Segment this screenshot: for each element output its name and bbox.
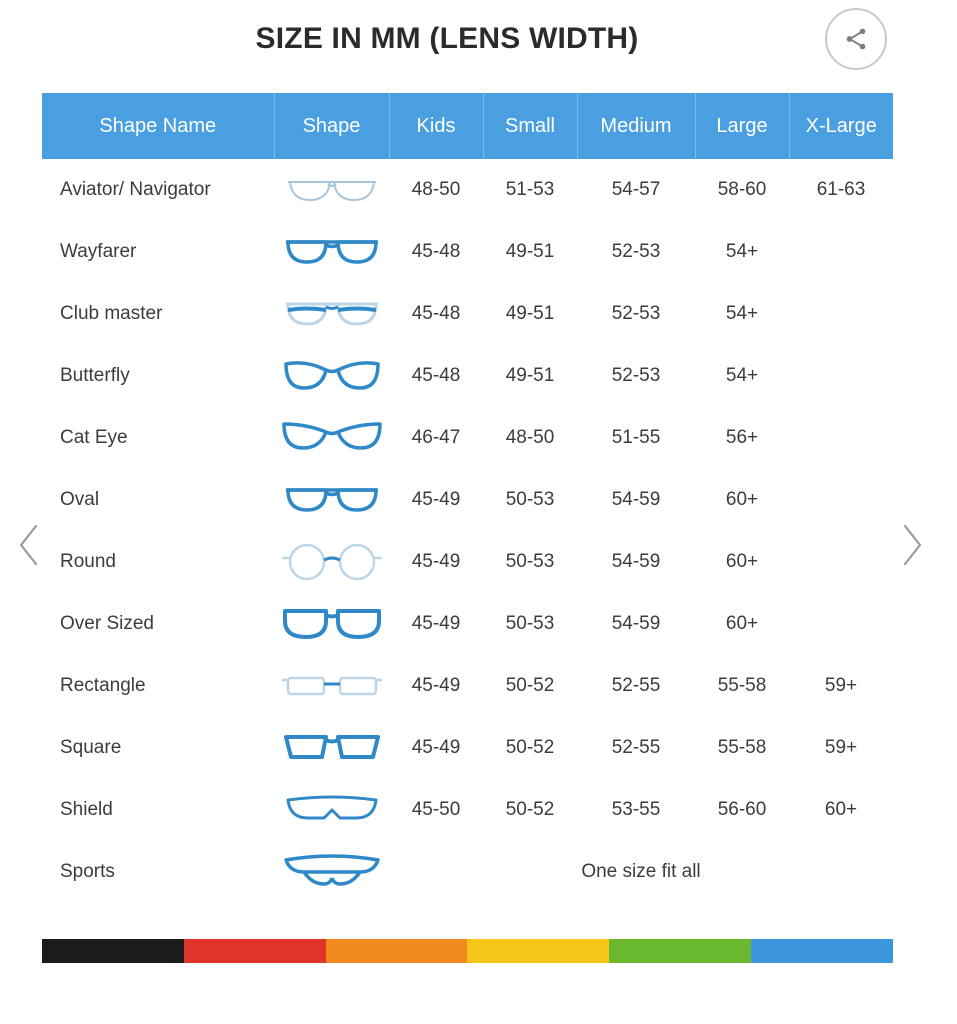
page-title: SIZE IN MM (LENS WIDTH) — [255, 22, 639, 55]
cell-medium: 52-55 — [577, 717, 695, 779]
table-row — [42, 841, 893, 903]
cell-kids: 45-48 — [389, 345, 483, 407]
color-swatch-blue — [751, 939, 893, 963]
table-row — [42, 345, 893, 407]
cell-large: 60+ — [695, 469, 789, 531]
cell-xlarge — [789, 531, 893, 593]
clubmaster-glasses-icon — [274, 286, 389, 342]
cell-shape-glyph — [274, 593, 389, 655]
wayfarer-glasses-icon — [274, 224, 389, 280]
cell-medium: 52-53 — [577, 221, 695, 283]
sports-glasses-icon — [274, 844, 389, 900]
cell-large: 54+ — [695, 283, 789, 345]
cell-shape-name: Aviator/ Navigator — [42, 159, 274, 221]
cell-small: 50-53 — [483, 593, 577, 655]
cell-kids: 48-50 — [389, 159, 483, 221]
cell-xlarge — [789, 345, 893, 407]
cell-small: 50-53 — [483, 531, 577, 593]
cell-shape-name: Over Sized — [42, 593, 274, 655]
round-glasses-icon — [274, 534, 389, 590]
cell-medium: 52-53 — [577, 345, 695, 407]
column-header-small: Small — [483, 93, 577, 159]
cell-small: 48-50 — [483, 407, 577, 469]
aviator-glasses-icon — [274, 162, 389, 218]
butterfly-glasses-icon — [274, 348, 389, 404]
color-swatch-orange — [326, 939, 468, 963]
cell-small: 50-52 — [483, 779, 577, 841]
table-row — [42, 593, 893, 655]
size-table — [42, 93, 893, 903]
oversized-glasses-icon — [274, 596, 389, 652]
cell-small: 50-52 — [483, 717, 577, 779]
cell-shape-glyph — [274, 221, 389, 283]
table-row — [42, 717, 893, 779]
cell-shape-name: Square — [42, 717, 274, 779]
size-table-wrapper — [42, 93, 893, 903]
table-header — [42, 93, 893, 159]
header-row — [42, 93, 893, 159]
cell-shape-glyph — [274, 655, 389, 717]
cell-medium: 54-59 — [577, 531, 695, 593]
cell-large: 54+ — [695, 221, 789, 283]
cell-small: 51-53 — [483, 159, 577, 221]
cell-shape-name: Sports — [42, 841, 274, 903]
prev-arrow-button[interactable] — [16, 522, 46, 568]
cateye-glasses-icon — [274, 410, 389, 466]
cell-kids: 45-49 — [389, 593, 483, 655]
cell-xlarge: 59+ — [789, 717, 893, 779]
right-margin — [894, 0, 957, 1024]
cell-shape-name: Rectangle — [42, 655, 274, 717]
cell-xlarge — [789, 593, 893, 655]
next-arrow-button[interactable] — [899, 522, 929, 568]
table-row — [42, 531, 893, 593]
cell-medium: 53-55 — [577, 779, 695, 841]
cell-medium: 54-59 — [577, 593, 695, 655]
cell-xlarge — [789, 221, 893, 283]
cell-shape-name: Oval — [42, 469, 274, 531]
color-swatch-red — [184, 939, 326, 963]
chevron-right-icon — [899, 522, 929, 568]
cell-medium: 54-57 — [577, 159, 695, 221]
column-header-xlarge: X-Large — [789, 93, 893, 159]
cell-large: 55-58 — [695, 717, 789, 779]
column-header-kids: Kids — [389, 93, 483, 159]
cell-xlarge: 61-63 — [789, 159, 893, 221]
cell-shape-name: Round — [42, 531, 274, 593]
cell-kids: 45-48 — [389, 283, 483, 345]
cell-small: 49-51 — [483, 221, 577, 283]
cell-large: 56-60 — [695, 779, 789, 841]
cell-large: 56+ — [695, 407, 789, 469]
cell-shape-glyph — [274, 779, 389, 841]
cell-xlarge — [789, 407, 893, 469]
table-row — [42, 221, 893, 283]
cell-large: 60+ — [695, 531, 789, 593]
rectangle-glasses-icon — [274, 658, 389, 714]
table-row — [42, 407, 893, 469]
cell-kids: 45-49 — [389, 655, 483, 717]
table-row — [42, 469, 893, 531]
chevron-left-icon — [16, 522, 46, 568]
cell-shape-glyph — [274, 407, 389, 469]
cell-shape-name: Butterfly — [42, 345, 274, 407]
column-header-medium: Medium — [577, 93, 695, 159]
cell-shape-glyph — [274, 345, 389, 407]
cell-large: 60+ — [695, 593, 789, 655]
cell-xlarge: 60+ — [789, 779, 893, 841]
cell-kids: 45-48 — [389, 221, 483, 283]
cell-large: 58-60 — [695, 159, 789, 221]
cell-shape-glyph — [274, 717, 389, 779]
color-swatch-green — [609, 939, 751, 963]
column-header-shape-name: Shape Name — [42, 93, 274, 159]
cell-one-size-note: One size fit all — [389, 841, 893, 903]
cell-kids: 46-47 — [389, 407, 483, 469]
color-swatch-yellow — [467, 939, 609, 963]
color-swatch-black — [42, 939, 184, 963]
cell-shape-name: Shield — [42, 779, 274, 841]
cell-xlarge — [789, 283, 893, 345]
table-row — [42, 779, 893, 841]
cell-xlarge — [789, 469, 893, 531]
cell-shape-glyph — [274, 283, 389, 345]
color-bar — [42, 939, 893, 963]
cell-shape-name: Wayfarer — [42, 221, 274, 283]
oval-glasses-icon — [274, 472, 389, 528]
cell-medium: 51-55 — [577, 407, 695, 469]
cell-shape-name: Club master — [42, 283, 274, 345]
shield-glasses-icon — [274, 782, 389, 838]
cell-shape-glyph — [274, 469, 389, 531]
square-glasses-icon — [274, 720, 389, 776]
cell-kids: 45-50 — [389, 779, 483, 841]
cell-medium: 54-59 — [577, 469, 695, 531]
cell-shape-glyph — [274, 531, 389, 593]
column-header-large: Large — [695, 93, 789, 159]
cell-small: 49-51 — [483, 345, 577, 407]
table-row — [42, 283, 893, 345]
table-row — [42, 655, 893, 717]
cell-shape-glyph — [274, 159, 389, 221]
cell-kids: 45-49 — [389, 469, 483, 531]
cell-small: 50-53 — [483, 469, 577, 531]
cell-xlarge: 59+ — [789, 655, 893, 717]
table-row — [42, 159, 893, 221]
table-body — [42, 159, 893, 903]
cell-large: 55-58 — [695, 655, 789, 717]
cell-large: 54+ — [695, 345, 789, 407]
cell-shape-name: Cat Eye — [42, 407, 274, 469]
cell-medium: 52-55 — [577, 655, 695, 717]
cell-kids: 45-49 — [389, 531, 483, 593]
column-header-shape: Shape — [274, 93, 389, 159]
cell-small: 49-51 — [483, 283, 577, 345]
cell-shape-glyph — [274, 841, 389, 903]
cell-medium: 52-53 — [577, 283, 695, 345]
cell-kids: 45-49 — [389, 717, 483, 779]
cell-small: 50-52 — [483, 655, 577, 717]
